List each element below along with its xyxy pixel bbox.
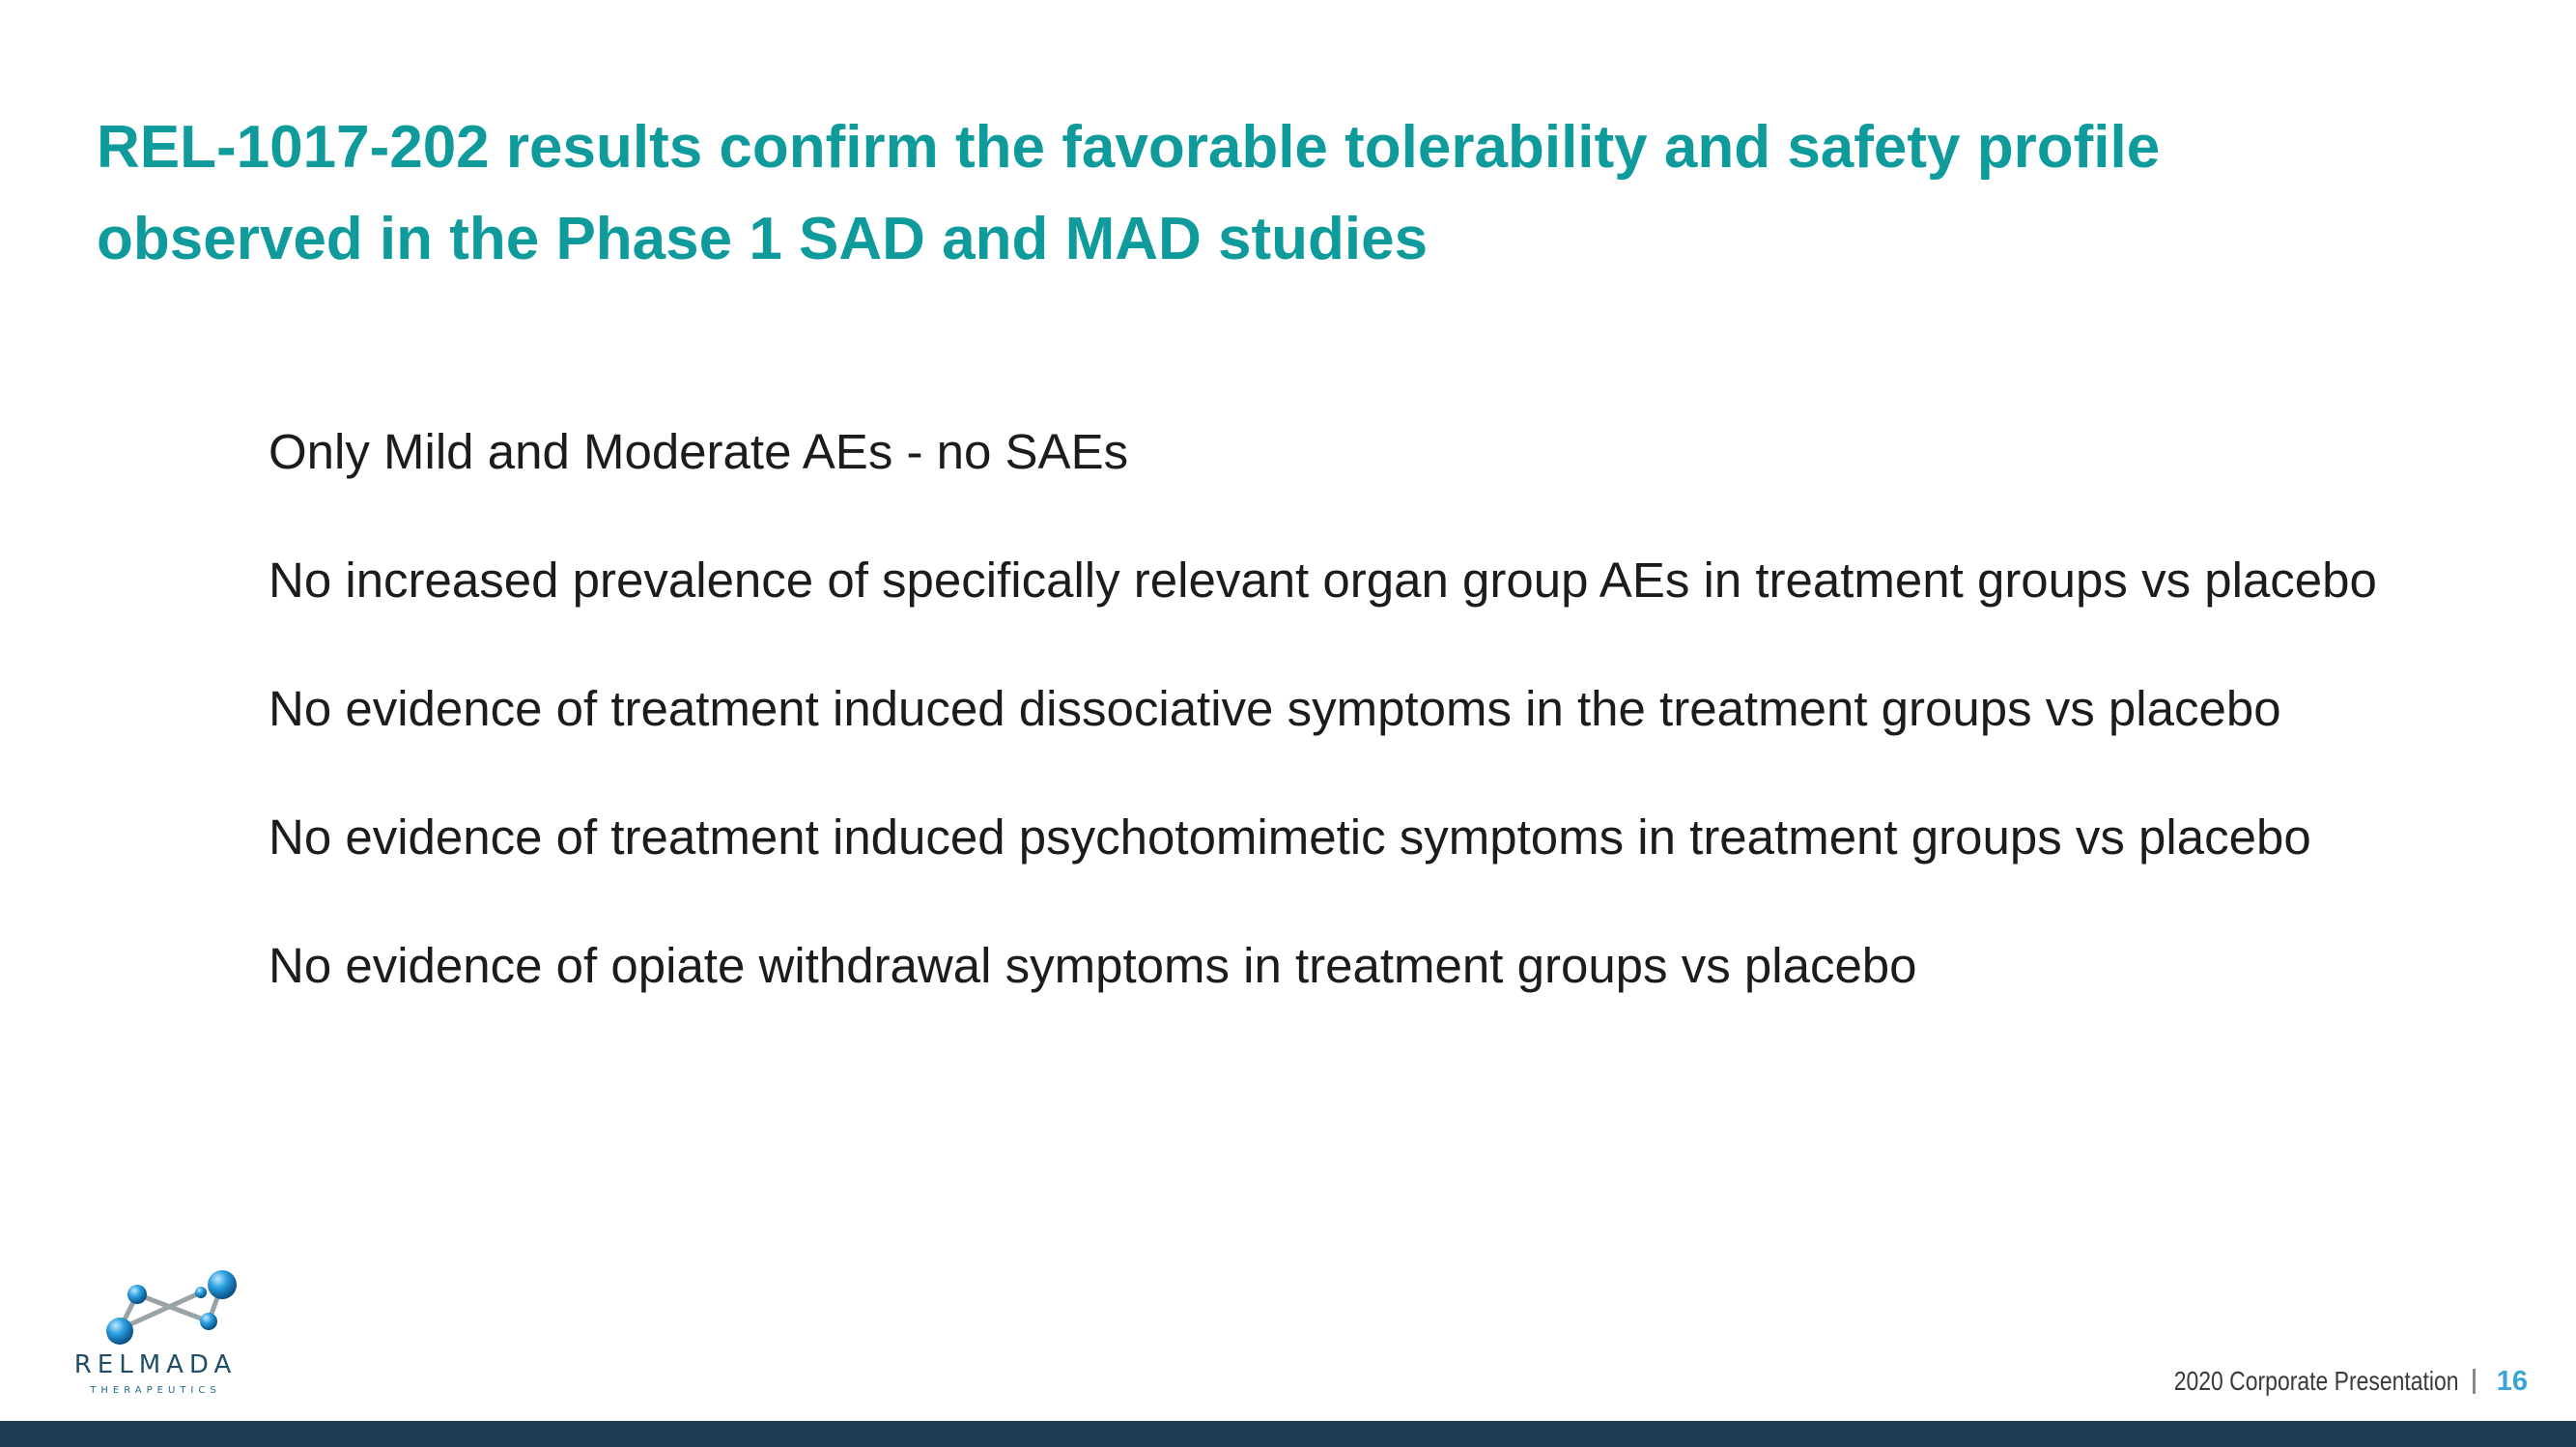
molecule-icon bbox=[93, 1265, 267, 1354]
bullet-list bbox=[269, 404, 2509, 1046]
bullet-item-3: No evidence of treatment induced dissociative symptoms in the treatment groups vs placebo bbox=[269, 681, 2281, 736]
bullet-item-1: Only Mild and Moderate AEs - no SAEs bbox=[269, 424, 1129, 479]
slide-title-line-1: REL-1017-202 results confirm the favorable tolerability and safety profile bbox=[97, 114, 2161, 181]
bullet-item-2: No increased prevalence of specifically relevant organ group AEs in treatment groups vs placebo bbox=[269, 553, 2377, 608]
footer-label: 2020 Corporate Presentation bbox=[2173, 1366, 2459, 1396]
bullet-item-5: No evidence of opiate withdrawal symptoms in treatment groups vs placebo bbox=[269, 938, 1917, 993]
logo-subtitle: THERAPEUTICS bbox=[90, 1385, 221, 1396]
slide-title-line-2: observed in the Phase 1 SAD and MAD studies bbox=[97, 206, 1429, 272]
relmada-logo bbox=[54, 1265, 257, 1401]
bullet-item-4: No evidence of treatment induced psychotomimetic symptoms in treatment groups vs placebo bbox=[269, 809, 2311, 865]
slide-footer bbox=[2111, 1362, 2528, 1401]
logo-wordmark: RELMADA bbox=[73, 1350, 238, 1379]
slide-title bbox=[97, 101, 2492, 285]
bottom-bar bbox=[0, 1421, 2576, 1447]
footer-separator bbox=[2473, 1369, 2476, 1394]
page-number: 16 bbox=[2496, 1365, 2528, 1397]
